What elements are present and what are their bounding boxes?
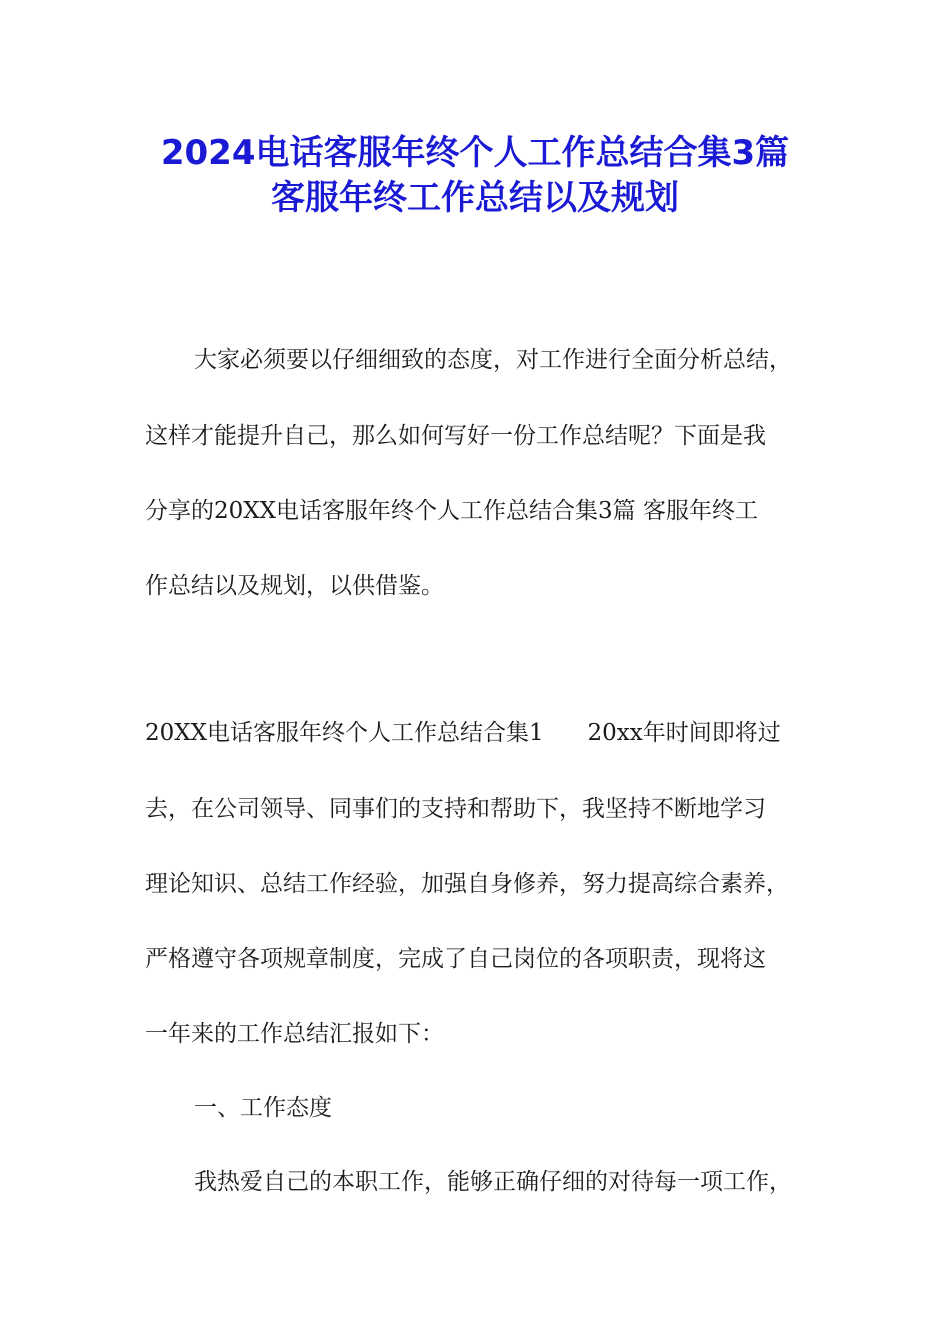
intro-line: 大家必须要以仔细细致的态度，对工作进行全面分析总结， xyxy=(194,347,792,373)
body-line: 我热爱自己的本职工作，能够正确仔细的对待每一项工作， xyxy=(194,1169,792,1195)
section-line: 20XX电话客服年终个人工作总结合集1 20xx年时间即将过 xyxy=(145,720,781,746)
document-title: 2024电话客服年终个人工作总结合集3篇 xyxy=(160,133,790,173)
intro-line: 作总结以及规划，以供借鉴。 xyxy=(145,573,444,599)
intro-line: 分享的20XX电话客服年终个人工作总结合集3篇 客服年终工 xyxy=(145,498,758,524)
section-line: 严格遵守各项规章制度，完成了自己岗位的各项职责，现将这 xyxy=(145,946,766,972)
section-line: 一年来的工作总结汇报如下： xyxy=(145,1021,444,1047)
section-line: 理论知识、总结工作经验，加强自身修养，努力提高综合素养， xyxy=(145,871,789,897)
section-line: 去，在公司领导、同事们的支持和帮助下，我坚持不断地学习 xyxy=(145,796,766,822)
document-subtitle: 客服年终工作总结以及规划 xyxy=(271,178,679,218)
section-heading: 一、工作态度 xyxy=(194,1095,332,1121)
intro-line: 这样才能提升自己，那么如何写好一份工作总结呢？下面是我 xyxy=(145,423,766,449)
